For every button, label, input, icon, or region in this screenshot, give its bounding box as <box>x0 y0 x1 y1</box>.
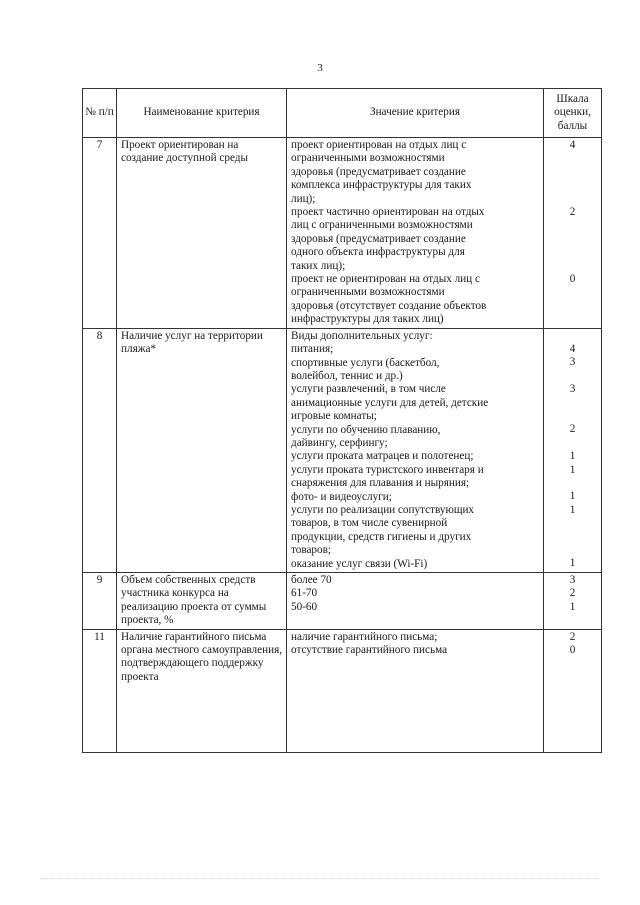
score-value: 2 <box>569 423 576 436</box>
value-line: ограниченными возможностями <box>291 286 445 299</box>
score-value: 0 <box>569 644 576 657</box>
score-value <box>548 517 597 530</box>
value-line: услуги проката матрацев и полотенец; <box>291 450 474 463</box>
criterion-scores <box>544 573 602 630</box>
value-line: питания; <box>291 343 334 356</box>
score-value <box>548 397 597 410</box>
score-value: 3 <box>569 574 576 586</box>
value-line: таких лиц); <box>291 259 346 272</box>
value-line: 61-70 <box>291 587 318 600</box>
criterion-number: 9 <box>83 573 117 630</box>
score-value <box>548 260 597 273</box>
value-line: более 70 <box>291 574 332 586</box>
score-value: 2 <box>569 205 576 218</box>
table-row <box>83 629 602 752</box>
value-line: услуги по обучению плаванию, <box>291 423 441 436</box>
value-line: здоровья (предусматривает создание <box>291 165 466 178</box>
value-line: фото- и видеоуслуги; <box>291 490 392 503</box>
value-line: продукции, средств гигиены и других <box>291 530 472 543</box>
header-name: Наименование критерия <box>117 89 287 138</box>
criterion-name: Проект ориентирован на создание доступной среды <box>117 138 287 329</box>
table-row <box>83 573 602 630</box>
value-line: товаров, в том числе сувенирной <box>291 517 448 530</box>
score-value <box>548 531 597 544</box>
value-line: инфраструктуры для таких лиц) <box>291 313 444 326</box>
value-line: отсутствие гарантийного письма <box>291 644 448 657</box>
value-line: дайвингу, серфингу; <box>291 436 388 449</box>
value-line: лиц); <box>291 192 316 205</box>
page-number: 3 <box>317 62 323 74</box>
score-value <box>548 477 597 490</box>
score-value: 2 <box>569 587 576 600</box>
score-value <box>548 313 597 326</box>
criterion-values <box>287 138 544 329</box>
score-value: 1 <box>569 463 576 476</box>
score-value <box>548 152 597 165</box>
score-value <box>548 246 597 259</box>
score-value <box>548 219 597 232</box>
score-value: 3 <box>569 356 576 369</box>
value-line: комплекса инфраструктуры для таких <box>291 179 472 192</box>
criterion-name: Наличие гарантийного письма органа местного самоуправления, подтверждающего поддержку проекта <box>117 629 287 752</box>
score-value: 1 <box>569 503 576 516</box>
value-line: анимационные услуги для детей, детские <box>291 396 489 409</box>
criterion-number: 11 <box>83 629 117 752</box>
score-value <box>548 179 597 192</box>
value-line: проект частично ориентирован на отдых <box>291 206 485 219</box>
header-num: № п/п <box>83 89 117 138</box>
value-line: одного объекта инфраструктуры для <box>291 246 465 259</box>
score-value <box>548 330 597 343</box>
value-line: волейбол, теннис и др.) <box>291 369 403 382</box>
score-value <box>548 233 597 246</box>
scan-edge-mark <box>40 878 600 880</box>
value-line: 50-60 <box>291 600 318 613</box>
score-value: 4 <box>569 343 576 356</box>
score-value <box>548 286 597 299</box>
header-score: Шкала оценки, баллы <box>544 89 602 138</box>
score-value: 1 <box>569 450 576 463</box>
score-value <box>548 370 597 383</box>
table-row <box>83 138 602 329</box>
score-value: 1 <box>569 490 576 503</box>
table-row <box>83 328 602 572</box>
criterion-values <box>287 629 544 752</box>
score-value <box>548 410 597 423</box>
score-value <box>548 166 597 179</box>
criterion-scores <box>544 629 602 752</box>
header-value: Значение критерия <box>287 89 544 138</box>
criterion-scores <box>544 328 602 572</box>
score-value: 0 <box>569 272 576 285</box>
score-value <box>548 193 597 206</box>
value-line: здоровья (предусматривает создание <box>291 232 466 245</box>
value-line: спортивные услуги (баскетбол, <box>291 356 440 369</box>
value-line: услуги по реализации сопутствующих <box>291 503 475 516</box>
score-value <box>548 437 597 450</box>
score-value: 1 <box>569 557 576 570</box>
criterion-values <box>287 573 544 630</box>
criterion-name: Наличие услуг на территории пляжа* <box>117 328 287 572</box>
value-line: товаров; <box>291 544 332 557</box>
criterion-values <box>287 328 544 572</box>
criterion-number: 8 <box>83 328 117 572</box>
value-line: проект не ориентирован на отдых лиц с <box>291 273 480 286</box>
value-line: услуги развлечений, в том числе <box>291 383 446 396</box>
value-line: услуги проката туристского инвентаря и <box>291 463 484 476</box>
score-value: 2 <box>569 630 576 643</box>
value-line: оказание услуг связи (Wi-Fi) <box>291 557 428 570</box>
value-line: здоровья (отсутствует создание объектов <box>291 299 487 312</box>
value-line: ограниченными возможностями <box>291 152 445 165</box>
criteria-table <box>82 88 602 753</box>
value-line: проект ориентирован на отдых лиц с <box>291 139 467 151</box>
score-value: 1 <box>569 600 576 613</box>
score-value <box>548 544 597 557</box>
criterion-number: 7 <box>83 138 117 329</box>
value-line: снаряжения для плавания и ныряния; <box>291 477 470 490</box>
value-line: лиц с ограниченными возможностями <box>291 219 473 232</box>
score-value: 3 <box>569 383 576 396</box>
table-header-row <box>83 89 602 138</box>
score-value <box>548 300 597 313</box>
value-line: наличие гарантийного письма; <box>291 630 438 643</box>
criterion-name: Объем собственных средств участника конкурса на реализацию проекта от суммы проекта, % <box>117 573 287 630</box>
value-line: игровые комнаты; <box>291 410 377 423</box>
score-value: 4 <box>569 139 576 151</box>
table-body <box>83 138 602 753</box>
value-line: Виды дополнительных услуг: <box>291 329 433 342</box>
criterion-scores <box>544 138 602 329</box>
